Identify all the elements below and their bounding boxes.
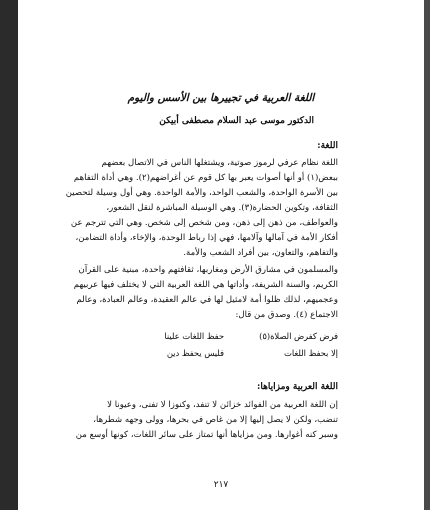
paragraph-1-line: والتفاهم، والتعاون، بين أفراد الشعب والأمة.	[183, 248, 338, 258]
paragraph-1-line: بين الأسرة الواحدة، والشعب الواحد، والأمة الواحدة. وهي أول وسيلة لتحصين	[65, 188, 338, 198]
paragraph-2-line: وعجميهم، لذلك ظلوا أمة لامثيل لها في عالم العقيدة، وعالم العبادة، وعالم	[76, 295, 338, 305]
paragraph-3-line: تنضب، ولكن لا يصل إليها إلا من غاص في بحرها، وولى وجهه شطرها،	[93, 415, 338, 425]
verse-1-second-hemistich: فرض كفرض الصلاة(٥)	[259, 331, 338, 341]
document-page	[18, 0, 424, 510]
paragraph-2-line: الاجتماع (٤). وصدق من قال:	[235, 310, 338, 320]
paragraph-2-line: والمسلمون في مشارق الأرض ومغاربها، ثقافتهم واحدة، مبنية على القرآن	[78, 265, 338, 275]
paragraph-3-line: وسبر كنه أغوارها. ومن مزاياها أنها تمتاز على سائر اللغات، كونها أوسع من	[75, 430, 338, 440]
paragraph-1-line: الثقافة، وتكوين الحضارة(٣). وهي الوسيلة المباشرة لنقل الشعور،	[106, 203, 338, 213]
paragraph-2-line: الكريم، والسنة الشريفة، وأداتها هي اللغة العربية التي لا يختلف فيها عربيهم	[73, 280, 338, 290]
paragraph-3-line: إن اللغة العربية من الفوائد خزائن لا تنفد، وكنوزا لا تفنى، وعيونا لا	[107, 400, 338, 410]
verse-1-first-hemistich: حفظ اللغات علينا	[164, 331, 224, 341]
paragraph-1-line: ببعض(١) أو أنها أصوات يعبر بها كل قوم عن أغراضهم(٢). وهي أداة التفاهم	[73, 173, 338, 183]
author-name: الدكتور موسى عبد السلام مصطفى أبيكن	[159, 116, 314, 126]
page-number: ٢١٧	[213, 480, 229, 490]
viewer-right-margin	[424, 0, 430, 510]
section-heading-language: اللغة:	[317, 141, 338, 151]
paragraph-1-line: والعواطف، من ذهن إلى ذهن، ومن شخص إلى شخص. وهي التي تترجم عن	[70, 218, 338, 228]
verse-2-second-hemistich: إلا بحفظ اللغات	[284, 348, 338, 358]
paragraph-1-line: اللغة نظام عرفي لرموز صوتية، ويشتغلها الناس في الاتصال بعضهم	[101, 158, 338, 168]
paragraph-1-line: أفكار الأمة في آمالها وآلامها، فهي إذا رباط الوحدة، والإخاء، وأداة التضامن،	[75, 233, 338, 243]
section-heading-arabic-features: اللغة العربية ومزاياها:	[257, 382, 338, 392]
verse-2-first-hemistich: فليس يحفظ دين	[166, 348, 224, 358]
viewer-left-margin	[0, 0, 18, 510]
page-title: اللغة العربية في تجييرها بين الأسس واليوم	[127, 92, 315, 104]
